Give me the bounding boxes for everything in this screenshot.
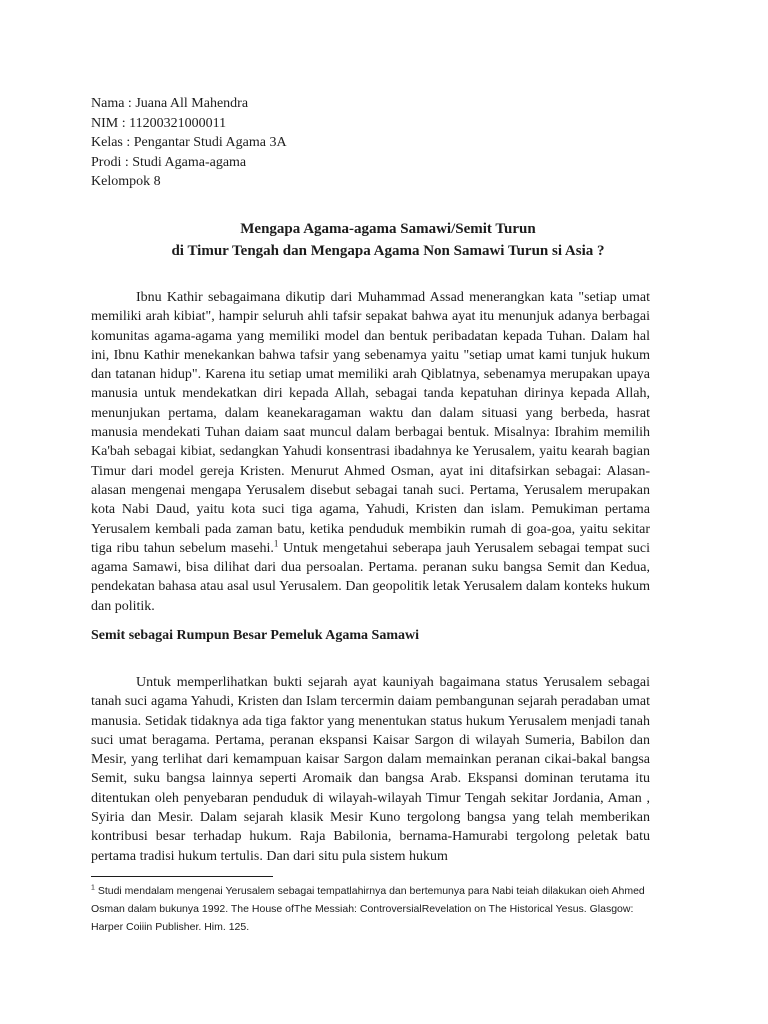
footnote (91, 882, 667, 936)
section-heading: Semit sebagai Rumpun Besar Pemeluk Agama Samawi (91, 628, 419, 643)
paragraph-intro-text: Ibnu Kathir sebagaimana dikutip dari Muhammad Assad menerangkan kata "setiap umat memiliki arah kibiat", hampir seluruh ahli tafsir sepakat bahwa ayat itu menunjuk adanya berbagai komunitas agama-agama yang memiliki model dan bentuk peribadatan kepada Tuhan. Dalam hal ini, Ibnu Kathir menekankan bahwa tafsir yang sebenamya yaitu "setiap umat kami tunjuk hukum dan tatanan hidup". Karena itu setiap umat memiliki arah Qiblatnya, sebenamya merupakan upaya manusia untuk mendekatkan diri kepada Allah, sebagai tanda kepatuhan dirinya kepada Allah, menunjukan pertama, dalam keanekaragaman waktu dan dalam situasi yang berbeda, hasrat manusia mendekati Tuhan daiam saat muncul dalam berbagai bentuk. Misalnya: Ibrahim memilih Ka'bah sebagai kibiat, sedangkan Yahudi konsentrasi ibadahnya ke Yerusalem, yaitu kearah bagian Timur dari model gereja Kristen. Menurut Ahmed Osman, ayat ini ditafsirkan sebagai: Alasan-alasan mengenai mengapa Yerusalem disebut sebagai tanah suci. Pertama, Yerusalem merupakan kota Nabi Daud, yaitu kota suci tiga agama, Yahudi, Kristen dan islam. Pemukiman pertama Yerusalem kembali pada zaman batu, ketika penduduk membikin rumah di goa-goa, yaitu sekitar tiga ribu tahun sebelum masehi. (91, 290, 650, 556)
student-program: Prodi : Studi Agama-agama (91, 154, 247, 170)
footnote-divider (91, 876, 273, 877)
footnote-marker: 1 (91, 884, 95, 892)
paragraph-intro-continuation: Untuk mengetahui seberapa jauh Yerusalem sebagai tempat suci agama Samawi, bisa dilihat dari dua persoalan. Pertama. peranan suku bangsa Semit dan Kedua, pendekatan bahasa atau asal usul Yerusalem. Dan geopolitik letak Yerusalem dalam konteks hukum dan politik. (91, 540, 650, 614)
document-title (80, 219, 696, 262)
student-class: Kelas : Pengantar Studi Agama 3A (91, 135, 287, 151)
footnote-text: Studi mendalam mengenai Yerusalem sebagai tempatlahirnya dan bertemunya para Nabi teiah dilakukan oieh Ahmed Osman dalam bukunya 1992. The House ofThe Messiah: ControversialRevelation on The Historical Yesus. Glasgow: Harper Coiiin Publisher. Him. 125. (91, 885, 645, 933)
paragraph-intro (91, 288, 650, 616)
paragraph-semit (91, 673, 650, 866)
title-line-2: di Timur Tengah dan Mengapa Agama Non Samawi Turun si Asia ? (171, 242, 605, 259)
title-line-1: Mengapa Agama-agama Samawi/Semit Turun (240, 221, 536, 237)
student-name: Nama : Juana All Mahendra (91, 96, 249, 111)
footnote-reference: 1 (273, 538, 279, 549)
student-info (91, 94, 287, 192)
paragraph-semit-text: Untuk memperlihatkan bukti sejarah ayat kauniyah bagaimana status Yerusalem sebagai tanah suci agama Yahudi, Kristen dan Islam tercermin daiam pembangunan sejarah peradaban umat manusia. Setidak tidaknya ada tiga faktor yang menentukan status hukum Yerusalem menjadi tanah suci umat beragama. Pertama, peranan ekspansi Kaisar Sargon di wilayah Sumeria, Babilon dan Mesir, yang terlihat dari kemampuan kaisar Sargon dalam memainkan peranan cikai-bakal bangsa Semit, suku bangsa lainnya seperti Aromaik dan bangsa Arab. Ekspansi dominan terutama itu ditentukan oleh penyebaran penduduk di wilayah-wilayah Timur Tengah sekitar Jordania, Aman , Syiria dan Mesir. Dalam sejarah klasik Mesir Kuno tergolong bangsa yang telah memberikan kontribusi besar terhadap hukum. Raja Babilonia, bernama-Hamurabi tergolong peletak batu pertama tradisi hukum tertulis. Dan dari situ pula sistem hukum (91, 675, 650, 864)
student-group: Kelompok 8 (91, 174, 161, 190)
student-nim: NIM : 11200321000011 (91, 115, 227, 131)
